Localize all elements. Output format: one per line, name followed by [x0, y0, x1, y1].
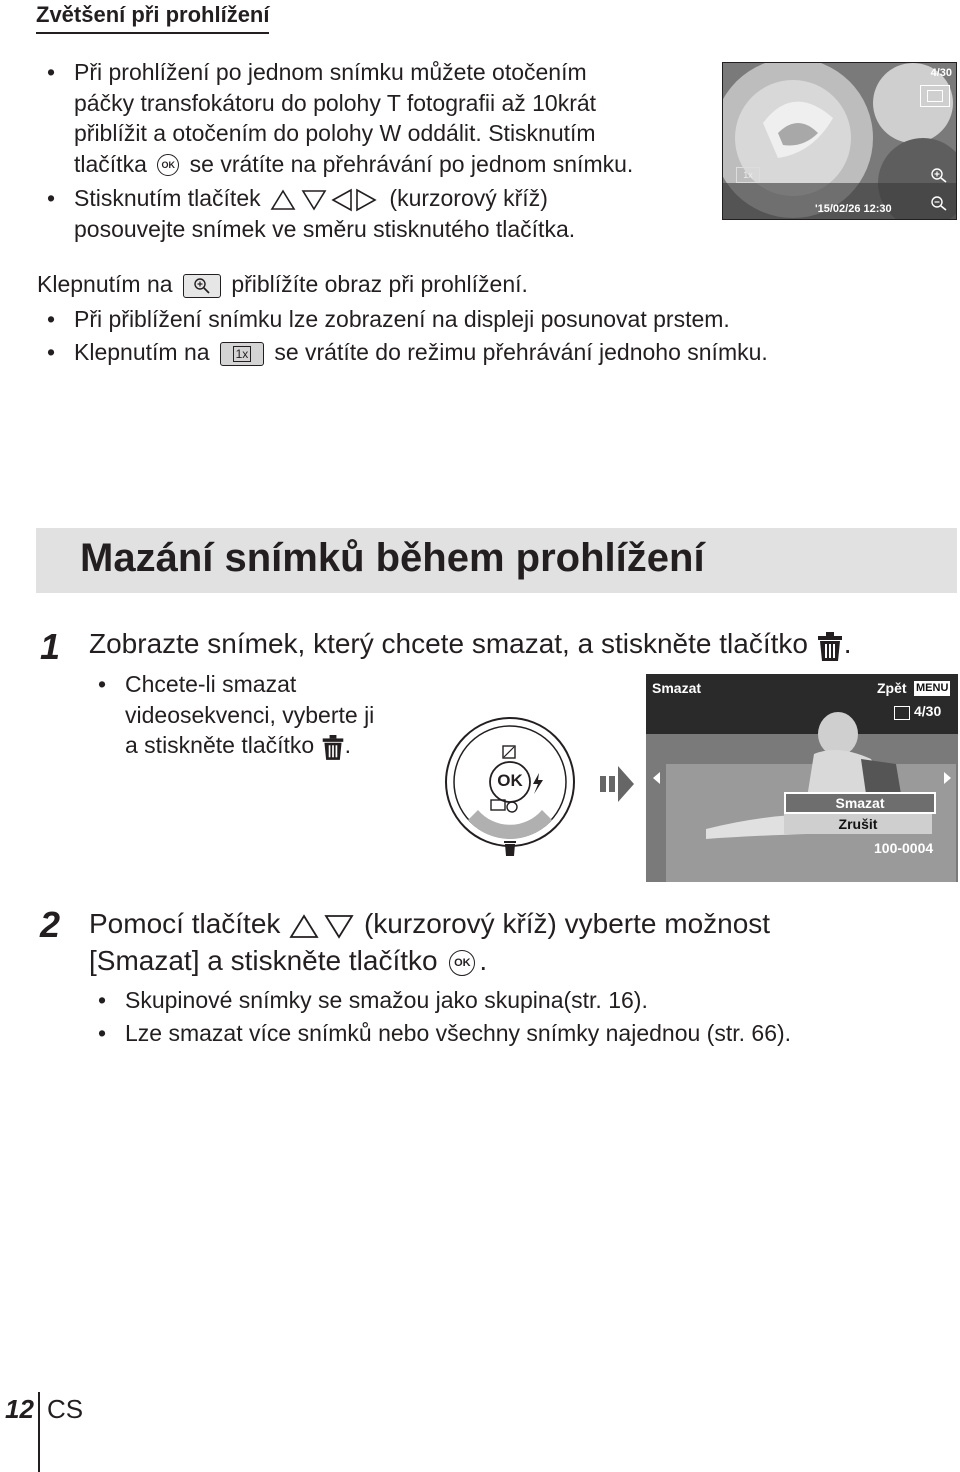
section-heading-zoom: Zvětšení při prohlížení [36, 2, 269, 34]
bullet-dot: • [98, 671, 107, 697]
zoom-in-icon [183, 274, 221, 298]
menu-button-icon: MENU [916, 682, 949, 694]
one-x-icon: 1x [220, 342, 264, 366]
text-line: Chcete-li smazat [125, 671, 297, 697]
lcd-title: Smazat [652, 680, 702, 696]
left-arrow-icon [652, 771, 662, 785]
text-span: Zobrazte snímek, který chcete smazat, a stiskněte tlačítko [89, 628, 808, 659]
text-span: a stiskněte tlačítko [125, 732, 315, 758]
language-code: CS [47, 1394, 84, 1424]
text-span: se vrátíte do režimu přehrávání jednoho snímku. [274, 339, 768, 365]
sd-card-icon [894, 706, 910, 720]
text-span: (kurzorový kříž) [389, 185, 548, 211]
page-number: 12 [5, 1394, 34, 1424]
zoomed-photo-screen [722, 62, 957, 220]
bullet-dot: • [98, 987, 107, 1013]
bullet-dot: • [47, 339, 56, 365]
text-span: Lze smazat více snímků nebo všechny snímky najednou (str. 66). [125, 1020, 792, 1046]
camera-lcd-delete-screen [646, 674, 958, 882]
arrow-pad-icons [267, 188, 383, 212]
text-span: Klepnutím na [74, 339, 210, 365]
menu-option-delete[interactable]: Smazat [784, 792, 936, 814]
step-number: 1 [40, 626, 61, 667]
text-line: páčky transfokátoru do polohy T fotografii až 10krát [74, 89, 597, 116]
text-span: . [479, 945, 488, 976]
tap-zoom-line [37, 269, 528, 300]
bullet-dot: • [47, 306, 56, 332]
text-line [74, 183, 575, 214]
text-span: tlačítka [74, 150, 147, 177]
text-line [74, 149, 633, 180]
bullet-video-delete [98, 669, 375, 761]
text-span: Klepnutím na [37, 271, 173, 297]
text-line: přiblížit a otočením do polohy W oddálit. Stisknutím [74, 120, 596, 146]
zoom-in-icon [930, 167, 948, 183]
ok-button-icon: OK [449, 950, 475, 976]
trash-icon [816, 630, 844, 662]
bullet-arrow-pad [47, 183, 576, 244]
ok-button-icon: OK [497, 771, 523, 790]
text-line: videosekvenci, vyberte ji [125, 701, 375, 728]
up-down-arrow-icons [288, 912, 356, 940]
zoom-out-icon [930, 195, 948, 211]
bullet-return-single [47, 337, 768, 368]
text-span: se vrátíte na přehrávání po jednom snímku. [189, 150, 634, 177]
step-number: 2 [40, 904, 61, 945]
bullet-multi-delete [98, 1018, 792, 1049]
date-time-stamp: '15/02/26 12:30 [815, 203, 892, 215]
text-line: posouvejte snímek ve směru stisknutého tlačítka. [74, 215, 576, 242]
text-span: Při přiblížení snímku lze zobrazení na displeji posunovat prstem. [74, 306, 730, 332]
text-span: . [843, 628, 852, 659]
text-span: . [344, 732, 351, 758]
step2-text [89, 905, 770, 979]
text-span: [Smazat] a stiskněte tlačítko [89, 945, 438, 976]
text-line [89, 942, 770, 979]
one-x-icon: 1x [736, 167, 760, 183]
section-heading-delete: Mazání snímků během prohlížení [80, 536, 705, 580]
bullet-dot: • [47, 59, 56, 85]
lcd-frame-counter: 4/30 [914, 703, 942, 719]
trash-icon [321, 733, 345, 761]
bullet-dot: • [47, 185, 56, 211]
text-line: Při prohlížení po jednom snímku můžete otočením [74, 59, 587, 85]
right-arrow-icon [942, 771, 952, 785]
bullet-group-delete [98, 985, 648, 1016]
arrow-right-icon [600, 764, 636, 804]
text-line [125, 730, 374, 761]
text-span: (kurzorový kříž) vyberte možnost [363, 908, 771, 939]
bullet-dot: • [98, 1020, 107, 1046]
text-line [89, 905, 770, 942]
lcd-back-label: Zpět [877, 680, 907, 696]
zoom-frame-indicator-icon [920, 85, 950, 107]
ok-button-icon: OK [157, 154, 179, 176]
text-span: přiblížíte obraz při prohlížení. [231, 271, 528, 297]
text-span: Skupinové snímky se smažou jako skupina(str. 16). [125, 987, 648, 1013]
bullet-finger-scroll [47, 304, 730, 335]
frame-counter: 4/30 [930, 67, 952, 79]
bullet-zoom-lever [47, 57, 634, 179]
step1-text [89, 625, 852, 662]
text-span: Pomocí tlačítek [89, 908, 281, 939]
file-number: 100-0004 [874, 840, 934, 856]
menu-option-cancel[interactable]: Zrušit [784, 814, 932, 834]
control-dial-illustration [444, 716, 576, 860]
text-span: Stisknutím tlačítek [74, 185, 261, 211]
footer-divider [38, 1392, 40, 1472]
